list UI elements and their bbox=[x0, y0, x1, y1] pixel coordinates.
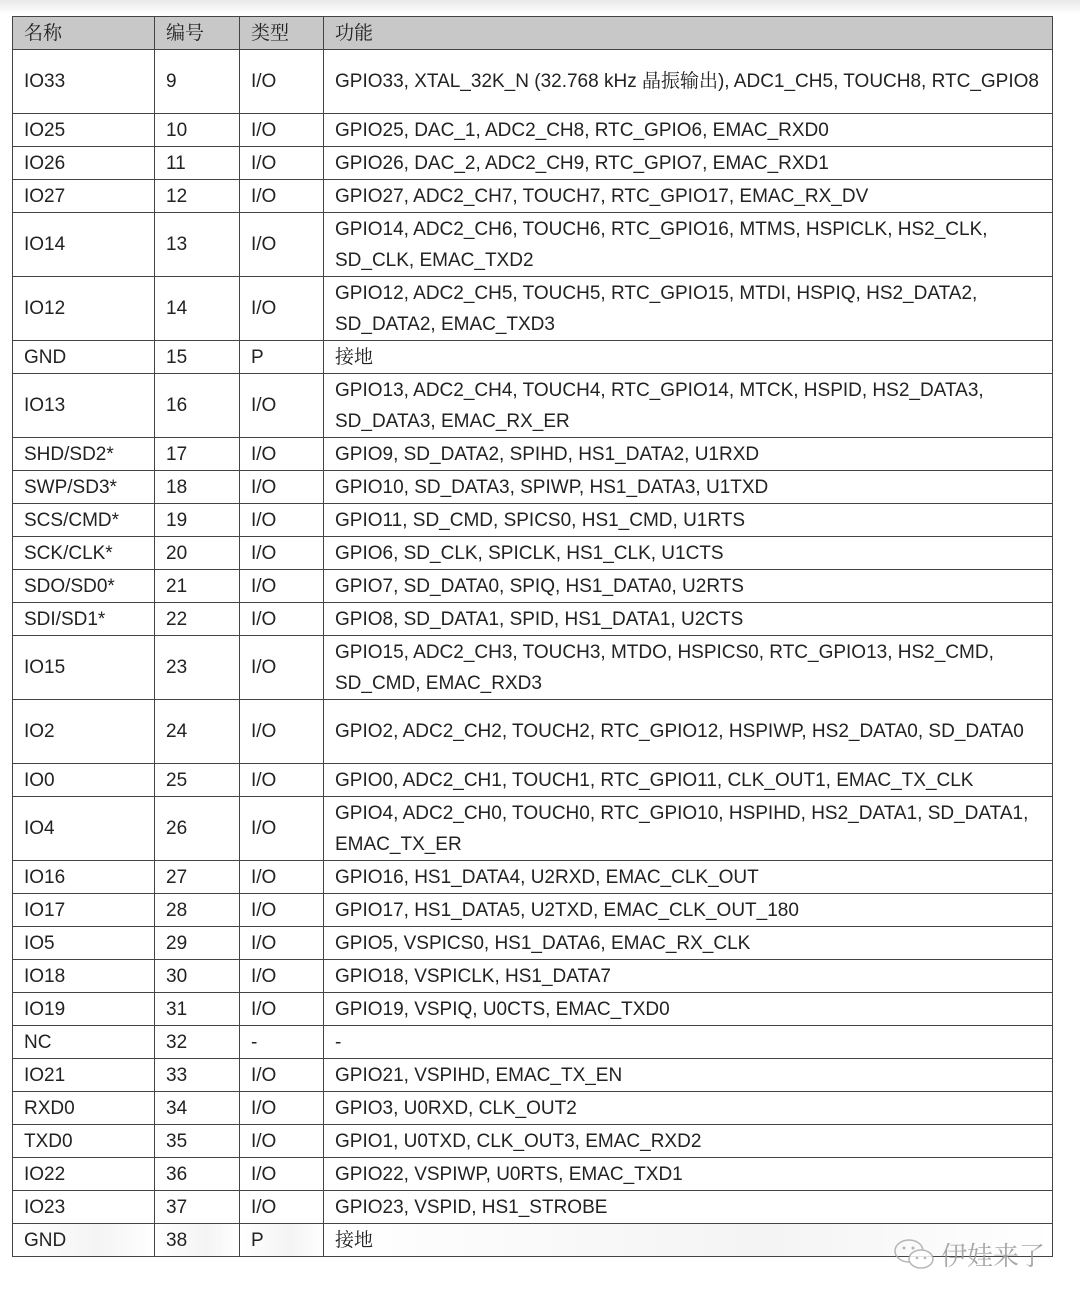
pin-name: SHD/SD2* bbox=[13, 438, 155, 471]
pin-type: I/O bbox=[240, 636, 324, 700]
pin-function: GPIO23, VSPID, HS1_STROBE bbox=[324, 1191, 1053, 1224]
table-row bbox=[13, 603, 1053, 636]
pin-number: 11 bbox=[155, 147, 240, 180]
pin-number: 9 bbox=[155, 50, 240, 114]
pin-number: 18 bbox=[155, 471, 240, 504]
pin-number: 21 bbox=[155, 570, 240, 603]
pin-function: GPIO4, ADC2_CH0, TOUCH0, RTC_GPIO10, HSPIHD, HS2_DATA1, SD_DATA1, EMAC_TX_ER bbox=[324, 797, 1053, 861]
pin-name: IO26 bbox=[13, 147, 155, 180]
pin-type: P bbox=[240, 341, 324, 374]
watermark bbox=[893, 1236, 1045, 1273]
pin-function: GPIO17, HS1_DATA5, U2TXD, EMAC_CLK_OUT_180 bbox=[324, 894, 1053, 927]
pin-function: GPIO7, SD_DATA0, SPIQ, HS1_DATA0, U2RTS bbox=[324, 570, 1053, 603]
pin-function: GPIO25, DAC_1, ADC2_CH8, RTC_GPIO6, EMAC_RXD0 bbox=[324, 114, 1053, 147]
pin-name: IO4 bbox=[13, 797, 155, 861]
pin-number: 15 bbox=[155, 341, 240, 374]
table-row bbox=[13, 341, 1053, 374]
pin-type: I/O bbox=[240, 861, 324, 894]
pin-type: I/O bbox=[240, 374, 324, 438]
pin-type: I/O bbox=[240, 438, 324, 471]
pin-function: GPIO16, HS1_DATA4, U2RXD, EMAC_CLK_OUT bbox=[324, 861, 1053, 894]
pin-name: IO12 bbox=[13, 277, 155, 341]
table-row bbox=[13, 861, 1053, 894]
table-row bbox=[13, 50, 1053, 114]
pin-type: I/O bbox=[240, 1059, 324, 1092]
header-number: 编号 bbox=[155, 17, 240, 50]
table-row bbox=[13, 797, 1053, 861]
pin-type: I/O bbox=[240, 180, 324, 213]
pin-function: GPIO22, VSPIWP, U0RTS, EMAC_TXD1 bbox=[324, 1158, 1053, 1191]
pin-name: IO15 bbox=[13, 636, 155, 700]
pin-number: 26 bbox=[155, 797, 240, 861]
pin-type: I/O bbox=[240, 114, 324, 147]
pin-name: SDI/SD1* bbox=[13, 603, 155, 636]
table-row bbox=[13, 764, 1053, 797]
header-type: 类型 bbox=[240, 17, 324, 50]
pin-function: GPIO2, ADC2_CH2, TOUCH2, RTC_GPIO12, HSPIWP, HS2_DATA0, SD_DATA0 bbox=[324, 700, 1053, 764]
table-row bbox=[13, 1059, 1053, 1092]
watermark-text: 伊娃来了 bbox=[941, 1241, 1046, 1271]
pin-name: IO21 bbox=[13, 1059, 155, 1092]
pin-type: I/O bbox=[240, 277, 324, 341]
table-row bbox=[13, 570, 1053, 603]
pin-number: 16 bbox=[155, 374, 240, 438]
pin-number: 17 bbox=[155, 438, 240, 471]
pin-function: GPIO11, SD_CMD, SPICS0, HS1_CMD, U1RTS bbox=[324, 504, 1053, 537]
pin-name: GND bbox=[13, 341, 155, 374]
pin-number: 27 bbox=[155, 861, 240, 894]
pin-name: IO23 bbox=[13, 1191, 155, 1224]
table-row bbox=[13, 993, 1053, 1026]
table-row bbox=[13, 180, 1053, 213]
pin-function: - bbox=[324, 1026, 1053, 1059]
table-row bbox=[13, 504, 1053, 537]
pin-function: GPIO14, ADC2_CH6, TOUCH6, RTC_GPIO16, MTMS, HSPICLK, HS2_CLK, SD_CLK, EMAC_TXD2 bbox=[324, 213, 1053, 277]
pin-name: SCK/CLK* bbox=[13, 537, 155, 570]
table-row bbox=[13, 277, 1053, 341]
pin-number: 28 bbox=[155, 894, 240, 927]
top-shadow bbox=[0, 0, 1080, 14]
pin-name: IO19 bbox=[13, 993, 155, 1026]
table-row bbox=[13, 894, 1053, 927]
pin-number: 31 bbox=[155, 993, 240, 1026]
pin-function: GPIO26, DAC_2, ADC2_CH9, RTC_GPIO7, EMAC_RXD1 bbox=[324, 147, 1053, 180]
table-row bbox=[13, 213, 1053, 277]
pin-function: GPIO0, ADC2_CH1, TOUCH1, RTC_GPIO11, CLK_OUT1, EMAC_TX_CLK bbox=[324, 764, 1053, 797]
pin-type: I/O bbox=[240, 960, 324, 993]
table-row bbox=[13, 114, 1053, 147]
pin-function: 接地 bbox=[324, 341, 1053, 374]
pin-type: I/O bbox=[240, 147, 324, 180]
table-row bbox=[13, 1158, 1053, 1191]
pin-number: 22 bbox=[155, 603, 240, 636]
table-row bbox=[13, 1125, 1053, 1158]
pin-name: IO22 bbox=[13, 1158, 155, 1191]
pin-name: GND bbox=[13, 1224, 155, 1257]
pin-function: GPIO6, SD_CLK, SPICLK, HS1_CLK, U1CTS bbox=[324, 537, 1053, 570]
pin-type: I/O bbox=[240, 1125, 324, 1158]
pin-number: 24 bbox=[155, 700, 240, 764]
table-row bbox=[13, 927, 1053, 960]
pin-type: I/O bbox=[240, 894, 324, 927]
pin-number: 29 bbox=[155, 927, 240, 960]
pin-type: I/O bbox=[240, 570, 324, 603]
pin-number: 25 bbox=[155, 764, 240, 797]
pin-function: GPIO9, SD_DATA2, SPIHD, HS1_DATA2, U1RXD bbox=[324, 438, 1053, 471]
pin-name: IO18 bbox=[13, 960, 155, 993]
pin-name: TXD0 bbox=[13, 1125, 155, 1158]
pin-table bbox=[12, 16, 1053, 1257]
pin-name: RXD0 bbox=[13, 1092, 155, 1125]
pin-name: IO14 bbox=[13, 213, 155, 277]
pin-name: IO5 bbox=[13, 927, 155, 960]
pin-type: P bbox=[240, 1224, 324, 1257]
pin-name: IO0 bbox=[13, 764, 155, 797]
pin-number: 33 bbox=[155, 1059, 240, 1092]
pin-type: I/O bbox=[240, 764, 324, 797]
pin-type: I/O bbox=[240, 537, 324, 570]
table-row bbox=[13, 1191, 1053, 1224]
pin-number: 36 bbox=[155, 1158, 240, 1191]
pin-number: 32 bbox=[155, 1026, 240, 1059]
pin-name: SWP/SD3* bbox=[13, 471, 155, 504]
pin-function: GPIO10, SD_DATA3, SPIWP, HS1_DATA3, U1TXD bbox=[324, 471, 1053, 504]
wechat-icon bbox=[893, 1238, 937, 1272]
pin-number: 34 bbox=[155, 1092, 240, 1125]
pin-function: GPIO21, VSPIHD, EMAC_TX_EN bbox=[324, 1059, 1053, 1092]
pin-name: IO16 bbox=[13, 861, 155, 894]
pin-type: I/O bbox=[240, 504, 324, 537]
header-function: 功能 bbox=[324, 17, 1053, 50]
pin-type: I/O bbox=[240, 993, 324, 1026]
pin-number: 12 bbox=[155, 180, 240, 213]
pin-type: I/O bbox=[240, 797, 324, 861]
pin-name: NC bbox=[13, 1026, 155, 1059]
pin-number: 23 bbox=[155, 636, 240, 700]
pin-type: I/O bbox=[240, 1092, 324, 1125]
table-row bbox=[13, 147, 1053, 180]
pin-function: GPIO3, U0RXD, CLK_OUT2 bbox=[324, 1092, 1053, 1125]
table-row bbox=[13, 374, 1053, 438]
pin-name: IO25 bbox=[13, 114, 155, 147]
pin-function: GPIO5, VSPICS0, HS1_DATA6, EMAC_RX_CLK bbox=[324, 927, 1053, 960]
pin-function: 接地 bbox=[324, 1224, 1053, 1257]
pin-type: I/O bbox=[240, 50, 324, 114]
pin-function: GPIO33, XTAL_32K_N (32.768 kHz 晶振输出), ADC1_CH5, TOUCH8, RTC_GPIO8 bbox=[324, 50, 1053, 114]
pin-type: I/O bbox=[240, 1191, 324, 1224]
header-name: 名称 bbox=[13, 17, 155, 50]
pin-name: IO33 bbox=[13, 50, 155, 114]
pin-name: IO27 bbox=[13, 180, 155, 213]
pin-function: GPIO13, ADC2_CH4, TOUCH4, RTC_GPIO14, MTCK, HSPID, HS2_DATA3, SD_DATA3, EMAC_RX_ER bbox=[324, 374, 1053, 438]
pin-number: 10 bbox=[155, 114, 240, 147]
pin-type: I/O bbox=[240, 927, 324, 960]
table-row bbox=[13, 537, 1053, 570]
table-row bbox=[13, 700, 1053, 764]
pin-function: GPIO1, U0TXD, CLK_OUT3, EMAC_RXD2 bbox=[324, 1125, 1053, 1158]
pin-number: 38 bbox=[155, 1224, 240, 1257]
table-row bbox=[13, 636, 1053, 700]
table-row bbox=[13, 438, 1053, 471]
pin-function: GPIO19, VSPIQ, U0CTS, EMAC_TXD0 bbox=[324, 993, 1053, 1026]
pin-name: IO17 bbox=[13, 894, 155, 927]
pin-number: 19 bbox=[155, 504, 240, 537]
pin-type: I/O bbox=[240, 700, 324, 764]
table-row bbox=[13, 960, 1053, 993]
pin-function: GPIO18, VSPICLK, HS1_DATA7 bbox=[324, 960, 1053, 993]
table-header bbox=[13, 17, 1053, 50]
pin-type: - bbox=[240, 1026, 324, 1059]
pin-function: GPIO8, SD_DATA1, SPID, HS1_DATA1, U2CTS bbox=[324, 603, 1053, 636]
pin-name: SCS/CMD* bbox=[13, 504, 155, 537]
pin-number: 35 bbox=[155, 1125, 240, 1158]
pin-type: I/O bbox=[240, 213, 324, 277]
pin-number: 37 bbox=[155, 1191, 240, 1224]
pin-type: I/O bbox=[240, 1158, 324, 1191]
pin-function: GPIO27, ADC2_CH7, TOUCH7, RTC_GPIO17, EMAC_RX_DV bbox=[324, 180, 1053, 213]
pin-name: IO2 bbox=[13, 700, 155, 764]
table-row bbox=[13, 471, 1053, 504]
pin-number: 20 bbox=[155, 537, 240, 570]
pin-number: 14 bbox=[155, 277, 240, 341]
pin-name: IO13 bbox=[13, 374, 155, 438]
pin-type: I/O bbox=[240, 603, 324, 636]
pin-function: GPIO12, ADC2_CH5, TOUCH5, RTC_GPIO15, MTDI, HSPIQ, HS2_DATA2, SD_DATA2, EMAC_TXD3 bbox=[324, 277, 1053, 341]
table-row bbox=[13, 1026, 1053, 1059]
pin-number: 30 bbox=[155, 960, 240, 993]
pin-name: SDO/SD0* bbox=[13, 570, 155, 603]
pin-function: GPIO15, ADC2_CH3, TOUCH3, MTDO, HSPICS0, RTC_GPIO13, HS2_CMD, SD_CMD, EMAC_RXD3 bbox=[324, 636, 1053, 700]
table-row bbox=[13, 1092, 1053, 1125]
pin-type: I/O bbox=[240, 471, 324, 504]
pin-number: 13 bbox=[155, 213, 240, 277]
